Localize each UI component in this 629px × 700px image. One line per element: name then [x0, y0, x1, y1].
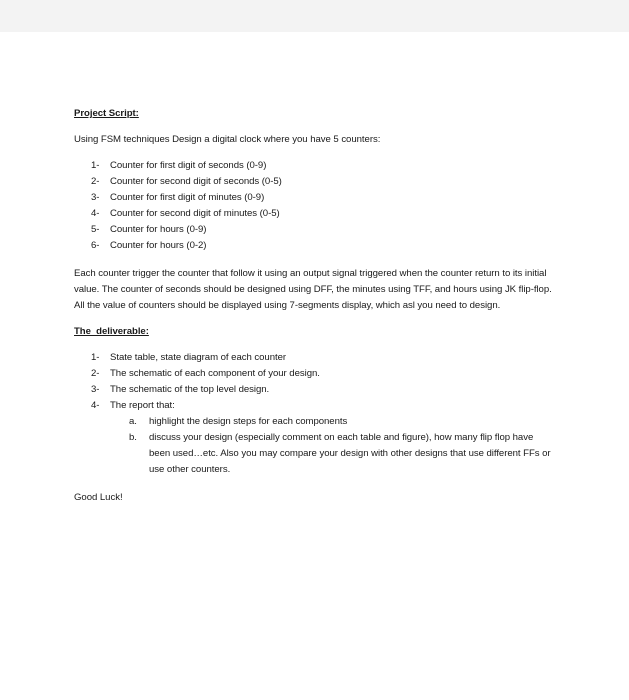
list-item: [91, 206, 564, 222]
report-sublist: [74, 414, 564, 478]
list-item-text: The schematic of each component of your design.: [110, 368, 320, 379]
list-item-text: Counter for second digit of seconds (0-5): [110, 176, 282, 187]
list-item: [91, 366, 564, 382]
list-item: [91, 350, 564, 366]
list-item-text: State table, state diagram of each counter: [110, 352, 287, 363]
list-item-text: Counter for first digit of seconds (0-9): [110, 160, 267, 171]
list-item: [91, 382, 564, 398]
list-item-text: The report that:: [110, 400, 175, 411]
list-number: 2-: [91, 368, 100, 379]
list-letter: a.: [129, 416, 137, 427]
list-number: 6-: [91, 240, 100, 251]
deliverable-heading: The deliverable:: [74, 326, 149, 337]
list-item: [129, 430, 564, 478]
list-item-text: highlight the design steps for each components: [149, 416, 348, 427]
list-letter: b.: [129, 432, 137, 443]
list-item: [91, 190, 564, 206]
list-item: [91, 174, 564, 190]
list-item: [91, 238, 564, 254]
list-item: [91, 158, 564, 174]
description-paragraph: Each counter trigger the counter that follow it using an output signal triggered when the counter return to its initial value. The counter of seconds should be designed using DFF, the minutes using TFF, and hours using JK flip-flop. All the value of counters should be displayed using 7-segments display, which asl you need to design.: [74, 268, 552, 311]
list-item-text: The schematic of the top level design.: [110, 384, 270, 395]
list-item-text: Counter for second digit of minutes (0-5): [110, 208, 280, 219]
list-item: [129, 414, 564, 430]
list-number: 5-: [91, 224, 100, 235]
list-item-text: Counter for hours (0-2): [110, 240, 207, 251]
list-item-text: Counter for first digit of minutes (0-9): [110, 192, 265, 203]
list-number: 2-: [91, 176, 100, 187]
list-number: 4-: [91, 208, 100, 219]
top-margin-band: [0, 0, 629, 32]
list-item: [91, 398, 564, 414]
counter-list: [74, 158, 564, 254]
list-item: [91, 222, 564, 238]
list-number: 3-: [91, 384, 100, 395]
list-number: 1-: [91, 160, 100, 171]
closing-text: Good Luck!: [74, 492, 123, 503]
list-number: 4-: [91, 400, 100, 411]
intro-text: Using FSM techniques Design a digital clock where you have 5 counters:: [74, 134, 381, 145]
document-page: [0, 32, 629, 700]
document-content: [74, 106, 564, 506]
list-number: 3-: [91, 192, 100, 203]
deliverable-list: [74, 350, 564, 414]
list-item-text: Counter for hours (0-9): [110, 224, 207, 235]
list-item-text: discuss your design (especially comment on each table and figure), how many flip flop have been used…etc. Also you may compare your design with other designs that use different FFs or use other counters.: [149, 432, 551, 475]
list-number: 1-: [91, 352, 100, 363]
project-script-heading: Project Script:: [74, 108, 139, 119]
